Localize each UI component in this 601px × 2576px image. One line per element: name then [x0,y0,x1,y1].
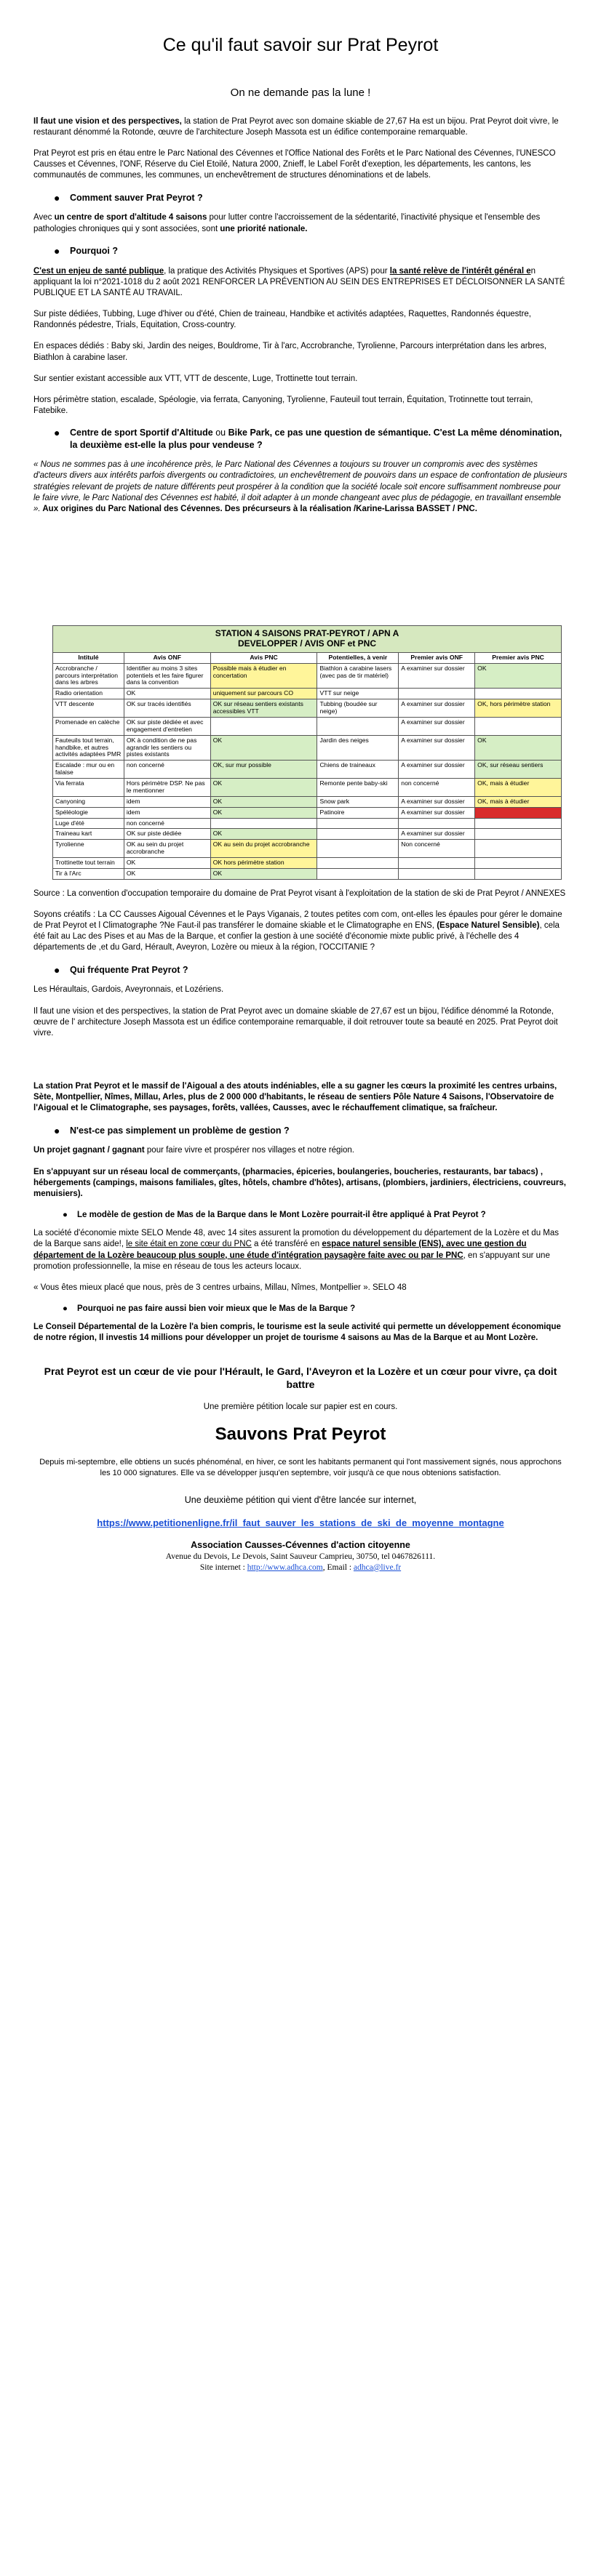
table-cell: OK [124,868,210,879]
text: Soyons créatifs : La CC Causses Aigoual Cévennes et le Pays Viganais, 2 toutes petites com com, ont-elles les épaules pour gérer le domaine de Prat Peyrot et l Climatographe ?Ne Faut-il pas transférer le domaine skiable et le Climatographe en ENS, [33,910,562,931]
table-row [53,689,562,699]
table-cell: Via ferrata [53,779,124,797]
table-row [53,829,562,840]
heading-part: ou [212,428,228,438]
bullet-icon: ● [54,963,60,976]
table-cell: OK à condition de ne pas agrandir les sentiers ou pistes existants [124,735,210,761]
text: , en s'appuyant sur une promotion professionnelle, la mise en réseau de tous les acteurs locaux. [33,1251,550,1271]
quote-source: Aux origines du Parc National des Cévennes. Des précurseurs à la réalisation /Karine-Larissa BASSET / PNC. [40,505,477,513]
table-cell: Canyoning [53,796,124,807]
table-header: Premier avis ONF [399,652,475,663]
table-cell: OK [210,829,317,840]
table-cell [475,717,562,735]
text-bold: Un projet gagnant / gagnant [33,1146,145,1155]
table-cell: Remonte pente baby-ski [317,779,399,797]
table-cell: non concerné [124,818,210,829]
text: pour lutter contre l'accroissement de la sédentarité, l'inactivité physique et l'ensemble des pathologies chroniques qui y sont associées, sont [33,213,541,233]
table-cell [399,858,475,869]
table-cell [317,717,399,735]
table-cell: VTT descente [53,699,124,718]
text-underline: le site était en zone cœur du PNC [126,1240,252,1249]
table-cell [475,807,562,818]
table-row [53,818,562,829]
table-cell: OK [210,796,317,807]
table-cell [210,818,317,829]
table-row [53,699,562,718]
text: a été transféré en [251,1240,322,1249]
section-heading-sauver [54,192,568,204]
text-bold: un centre de sport d'altitude 4 saisons [54,213,207,222]
table-row [53,663,562,689]
table-cell [210,717,317,735]
heading-part: Bike Park [228,428,270,438]
table-cell [317,840,399,858]
table-header: Potentielles, à venir [317,652,399,663]
table-cell [317,818,399,829]
table-cell: Promenade en calèche [53,717,124,735]
table-cell: idem [124,807,210,818]
blank-space [33,1049,568,1081]
table-cell: Radio orientation [53,689,124,699]
text-bold-underline: espace naturel sensible (ENS), avec une gestion du département de la Lozère beaucoup plus souple, une étude d'intégration paysagère faite avec ou par le PNC [33,1240,527,1260]
table-cell: A examiner sur dossier [399,807,475,818]
table-cell: OK hors périmètre station [210,858,317,869]
quote-paragraph [33,460,568,515]
table-cell: A examiner sur dossier [399,699,475,718]
table-title-row [53,626,562,653]
table-header: Premier avis PNC [475,652,562,663]
gestion-paragraph-2: En s'appuyant sur un réseau local de commerçants, (pharmacies, épiceries, boulangeries, boucheries, restaurants, bar tabacs) , hébergements (campings, maisons familiales, gîtes, hôtels, chambre d'hôtes), artisans, (plombiers, jardiniers, électriciens, couvreurs, menuisiers). [33,1167,566,1198]
text: Avec [33,213,55,222]
blank-space [33,1355,568,1365]
table-cell: A examiner sur dossier [399,735,475,761]
pourquoi-paragraph-2: Sur piste dédiées, Tubbing, Luge d'hiver ou d'été, Chien de traineau, Handbike et activités adaptées, Raquettes, Randonnés équestre, Randonnés pédestre, Trials, Equitation, Cross-country. [33,310,531,330]
table-cell: non concerné [399,779,475,797]
association-name: Association Causses-Cévennes d'action citoyenne [191,1540,410,1551]
table-cell: Identifier au moins 3 sites potentiels et les faire figurer dans la convention [124,663,210,689]
table-cell: uniquement sur parcours CO [210,689,317,699]
text: , la pratique des Activités Physiques et Sportives (APS) pour [164,266,390,276]
table-cell: Fauteuils tout terrain, handbike, et autres activités adaptées PMR [53,735,124,761]
table-source: Source : La convention d'occupation temporaire du domaine de Prat Peyrot visant à l'exploitation de la station de ski de Prat Peyrot / ANNEXES [33,888,566,898]
creatifs-paragraph [33,910,568,954]
table-cell [399,868,475,879]
table-title [53,626,562,653]
frequente-paragraph-1: Les Héraultais, Gardois, Aveyronnais, et Lozériens. [33,985,224,995]
closing-sauvons-title: Sauvons Prat Peyrot [215,1424,386,1444]
bullet-icon: ● [54,1124,60,1136]
table-cell: OK sur piste dédiée et avec engagement d'entretien [124,717,210,735]
table-cell: OK, hors périmètre station [475,699,562,718]
gestion-paragraph-5: Le Conseil Départemental de la Lozère l'a bien compris, le tourisme est la seule activité qui permette un développement économique de notre région, Il investis 14 millions pour développer un projet de tourisme 4 saisons au Mas de la Barque et au Mont Lozère. [33,1323,561,1343]
quote-text: « Nous ne sommes pas à une incohérence près, le Parc National des Cévennes a toujours su trouver un compromis avec des systèmes d'acteurs divers aux intérêts parfois divergents ou contradictoires, un enchevêtrement de pouvoirs dans un espace de confrontation de plusieurs stratégies relevant de projets de nature différents peut prospérer à la condition que la société locale soit encore suffisamment nombreuse pour le faire vivre, le Parc National des Cévennes est habité, il doit adapter à un monde changeant avec plus de pédagogie, en travaillant ensemble ». [33,460,568,513]
pourquoi-paragraph-5: Hors périmètre station, escalade, Spéologie, via ferrata, Canyoning, Tyrolienne, Fauteuil tout terrain, Équitation, Trotinnette tout terrain, Fatebike. [33,395,533,416]
gestion-bullet-1 [63,1210,568,1221]
table-cell [475,858,562,869]
table-cell: OK, mais à étudier [475,779,562,797]
table-cell [317,868,399,879]
table-cell: OK sur tracés identifiés [124,699,210,718]
table-row [53,796,562,807]
table-cell: Biathlon à carabine lasers (avec pas de tir matériel) [317,663,399,689]
table-cell: Accrobranche / parcours interprétation dans les arbres [53,663,124,689]
table-cell: A examiner sur dossier [399,829,475,840]
association-contact [33,1562,568,1573]
table-cell: Jardin des neiges [317,735,399,761]
text: , cela été fait au Lac des Pises et au Mas de la Barque, et confier la gestion à une société d'économie mixte public privé, à l'échelle des 4 départements de ,et du Gard, Hérault, Aveyron, Lozère ou mieux à la région, l'OCCITANIE ? [33,921,560,952]
table-cell [475,818,562,829]
table-cell: OK, sur réseau sentiers [475,761,562,779]
site-link[interactable]: http://www.adhca.com [247,1562,323,1572]
heading-text [70,427,568,451]
heading-text: Pourquoi ? [70,245,118,256]
table-cell: OK [210,779,317,797]
pourquoi-paragraph-4: Sur sentier existant accessible aux VTT, VTT de descente, Luge, Trottinette tout terrain. [33,374,358,383]
heading-part: , ce pas une question de sémantique. C'est La même dénomination, la deuxième est-elle la plus pour vendeuse ? [70,428,562,450]
text: pour faire vivre et prospérer nos villages et notre région. [144,1146,354,1155]
section-heading-centre-sport [54,427,568,451]
bullet-icon: ● [54,191,60,204]
email-link[interactable]: adhca@live.fr [353,1562,402,1572]
bullet-text: Pourquoi ne pas faire aussi bien voir mieux que le Mas de la Barque ? [77,1304,356,1314]
avis-table [52,625,562,880]
table-header-row [53,652,562,663]
table-cell: Possible mais à étudier en concertation [210,663,317,689]
gestion-paragraph-4: « Vous êtes mieux placé que nous, près de 3 centres urbains, Millau, Nîmes, Montpellier ». SELO 48 [33,1283,407,1292]
section-heading-gestion [54,1125,568,1137]
table-cell: Chiens de traineaux [317,761,399,779]
text-bold-underline: C'est un enjeu de santé publique [33,266,164,276]
table-cell: VTT sur neige [317,689,399,699]
heading-text: Qui fréquente Prat Peyrot ? [70,964,188,975]
table-cell: OK, sur mur possible [210,761,317,779]
table-title-line: STATION 4 SAISONS PRAT-PEYROT / APN A [215,628,399,639]
email-label: , Email : [322,1562,354,1572]
table-cell: non concerné [124,761,210,779]
heading-text: N'est-ce pas simplement un problème de gestion ? [70,1125,290,1136]
table-cell: OK au sein du projet accrobranche [210,840,317,858]
page-subtitle: On ne demande pas la lune ! [230,87,371,99]
table-header: Avis ONF [124,652,210,663]
table-row [53,840,562,858]
sauver-paragraph [33,212,568,234]
table-cell: Snow park [317,796,399,807]
table-row [53,717,562,735]
table-cell: Tubbing (boudée sur neige) [317,699,399,718]
table-cell: Luge d'été [53,818,124,829]
text: n appliquant la loi n°2021-1018 du 2 août 2021 RENFORCER LA PRÉVENTION AU SEIN DES ENTREPRISES ET DÉCLOISONNER LA SANTÉ PUBLIQUE ET LA SANTÉ AU TRAVAIL. [33,266,565,297]
table-cell: OK, mais à étudier [475,796,562,807]
avis-table-container [52,625,562,880]
table-cell: Escalade : mur ou en falaise [53,761,124,779]
table-cell [475,689,562,699]
section-heading-frequente [54,964,568,976]
table-cell: Trottinette tout terrain [53,858,124,869]
bullet-text: Le modèle de gestion de Mas de la Barque dans le Mont Lozère pourrait-il être appliqué à Prat Peyrot ? [77,1211,486,1220]
intro-paragraph-1 [33,116,568,138]
text-bold-underline: la santé relève de l'intérêt général e [389,266,531,276]
table-cell [317,829,399,840]
table-header: Avis PNC [210,652,317,663]
intro-paragraph-2: Prat Peyrot est pris en étau entre le Parc National des Cévennes et l'Office National des Forêts et le Parc National des Cévennes, l'UNESCO Causses et Cévennes, l'ONF, Réserve du Ciel Etoilé, Natura 2000, Znieff, le Label Forêt d'exeption, les départements, les cantons, les communautés de communes, les communes, un enchevêtrement de structures dénominations et de labels. [33,149,556,180]
table-cell [399,818,475,829]
site-label: Site internet : [199,1562,247,1572]
table-cell: idem [124,796,210,807]
gestion-paragraph-1 [33,1145,568,1156]
gestion-bullet-2 [63,1304,568,1315]
table-row [53,735,562,761]
table-cell: A examiner sur dossier [399,663,475,689]
bullet-icon: ● [63,1211,68,1220]
table-row [53,807,562,818]
table-cell: Tyrolienne [53,840,124,858]
gestion-paragraph-3 [33,1228,568,1272]
table-cell: OK [210,807,317,818]
table-cell: Non concerné [399,840,475,858]
table-cell: OK [210,735,317,761]
closing-petition-2: Une deuxième pétition qui vient d'être lancée sur internet, [184,1495,417,1506]
intro-bold: Il faut une vision et des perspectives, [33,116,182,126]
text: La société d'économie mixte SELO Mende 48, avec 14 sites assurent la promotion du développement du département de la Lozère et du Mas de la Barque sans aide!, [33,1229,560,1249]
table-cell: Hors périmètre DSP. Ne pas le mentionner [124,779,210,797]
pourquoi-paragraph-3: En espaces dédiés : Baby ski, Jardin des neiges, Bouldrome, Tir à l'arc, Accrobranche, Tyrolienne, Parcours interprétation dans les arbres, Biathlon à carabine laser. [33,342,547,362]
petition-link[interactable]: https://www.petitionenligne.fr/il_faut_sauver_les_stations_de_ski_de_moyenne_montagne [97,1517,504,1528]
table-cell: OK [210,868,317,879]
table-cell: A examiner sur dossier [399,761,475,779]
table-cell [399,689,475,699]
text-bold: une priorité nationale. [220,224,308,233]
table-cell [475,868,562,879]
table-cell [475,840,562,858]
table-cell: OK au sein du projet accrobranche [124,840,210,858]
table-cell: OK [475,663,562,689]
intro-text: la station de Prat Peyrot avec son domaine skiable de 27,67 Ha est un bijou. Prat Peyrot doit vivre, le restaurant dénommé la Rotonde, œuvre de l'architecture Joseph Massota est un édifice contemporaine remarquable. [33,116,559,137]
heading-text: Comment sauver Prat Peyrot ? [70,192,203,203]
table-title-line: DEVELOPPER / AVIS ONF et PNC [237,638,377,649]
table-cell: A examiner sur dossier [399,717,475,735]
table-cell: OK [124,689,210,699]
table-row [53,761,562,779]
frequente-paragraph-3: La station Prat Peyrot et le massif de l'Aigoual a des atouts indéniables, elle a su gagner les cœurs la proximité les centres urbains, Sète, Montpellier, Nîmes, Millau, Arles, plus de 2 000 000 d'habitants, le réseau de sentiers Pôle Nature 4 Saisons, l'Observatoire de l'Aigoual et le Climatographe, ses paysages, forêts, vallées, Causses, avec le réchauffement climatique, sa fraîcheur. [33,1082,557,1113]
page-title: Ce qu'il faut savoir sur Prat Peyrot [162,35,439,55]
frequente-paragraph-2: Il faut une vision et des perspectives, la station de Prat Peyrot avec un domaine skiable de 27,67 est un bijou, l'édifice dénommé la Rotonde, œuvre de l' architecture Joseph Massota est un édifice contemporaine remarquable, il doit retrouver toute sa beauté en 2025. Prat Peyrot doit vivre. [33,1006,558,1038]
closing-heart: Prat Peyrot est un cœur de vie pour l'Hérault, le Gard, l'Aveyron et la Lozère et un cœur pour vivre, ça doit battre [44,1365,557,1391]
table-cell: OK [475,735,562,761]
table-row [53,858,562,869]
bullet-icon: ● [63,1304,68,1314]
heading-part: Centre de sport Sportif d'Altitude [70,428,213,438]
blank-space [33,525,568,611]
pourquoi-paragraph-1 [33,266,568,300]
table-cell: OK sur piste dédiée [124,829,210,840]
table-cell: Tir à l'Arc [53,868,124,879]
table-cell: Patinoire [317,807,399,818]
table-cell: Spéléologie [53,807,124,818]
table-cell: A examiner sur dossier [399,796,475,807]
closing-description: Depuis mi-septembre, elle obtiens un sucés phénoménal, en hiver, ce sont les habitants permanent qui l'ont massivement signés, nous approchons les 10 000 signatures. Elle va se développer jusqu'en septembre, voir jusqu'à ce que nous obtenions satisfaction. [39,1458,562,1477]
text-bold: (Espace Naturel Sensible) [437,921,540,931]
table-header: Intitulé [53,652,124,663]
bullet-icon: ● [54,427,60,439]
table-cell [317,858,399,869]
bullet-icon: ● [54,244,60,257]
table-cell: OK sur réseau sentiers existants accessibles VTT [210,699,317,718]
closing-petition-1: Une première pétition locale sur papier est en cours. [203,1402,398,1411]
table-cell: OK [124,858,210,869]
table-cell: Traineau kart [53,829,124,840]
association-address: Avenue du Devois, Le Devois, Saint Sauveur Camprieu, 30750, tel 0467826111. [165,1552,436,1561]
table-row [53,779,562,797]
table-cell [475,829,562,840]
section-heading-pourquoi [54,245,568,257]
table-row [53,868,562,879]
